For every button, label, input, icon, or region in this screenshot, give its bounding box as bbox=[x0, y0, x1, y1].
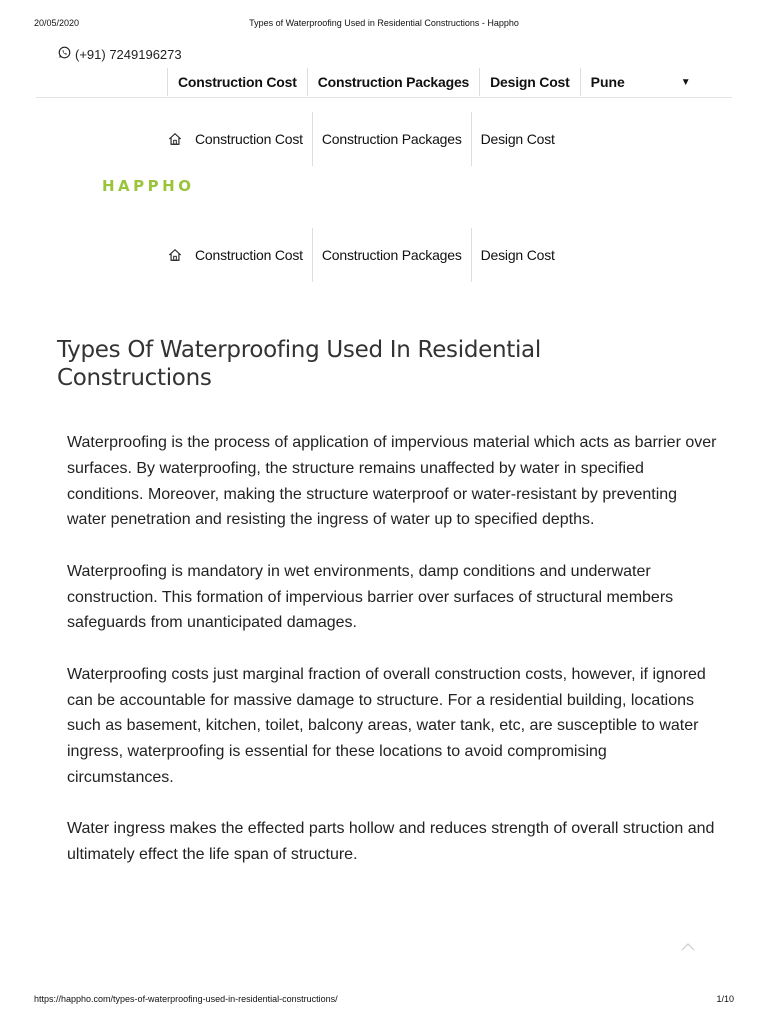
article-paragraph: Waterproofing is the process of application of impervious material which acts as barrier over surfaces. By waterproofing, the structure remains unaffected by water in specified conditions. Moreover, making the structure waterproof or water-resistant by preventing water penetration and resisting the ingress of water up to specified depths. bbox=[67, 434, 717, 529]
print-footer bbox=[34, 994, 734, 1006]
print-page-title: Types of Waterproofing Used in Residential Constructions - Happho bbox=[249, 18, 519, 28]
article-title: Types Of Waterproofing Used In Residential Constructions bbox=[57, 337, 541, 391]
city-select[interactable] bbox=[580, 68, 705, 96]
home-icon[interactable] bbox=[168, 112, 186, 166]
sticky-menu-construction-cost[interactable]: Construction Cost bbox=[195, 247, 303, 263]
phone-contact[interactable] bbox=[58, 46, 182, 62]
home-icon[interactable] bbox=[168, 228, 186, 282]
menu-construction-cost[interactable]: Construction Cost bbox=[195, 131, 303, 147]
chevron-up-icon[interactable] bbox=[680, 940, 696, 954]
menu-design-cost[interactable]: Design Cost bbox=[471, 112, 564, 166]
article-paragraph: Water ingress makes the effected parts hollow and reduces strength of overall struction and ultimately effect the life span of structure. bbox=[67, 820, 715, 864]
print-page-number: 1/10 bbox=[716, 994, 734, 1004]
sticky-menu-construction-packages[interactable]: Construction Packages bbox=[312, 228, 471, 282]
article-body bbox=[67, 430, 717, 894]
article-paragraph: Waterproofing costs just marginal fraction of overall construction costs, however, if ignored can be accountable for massive damage to structure. For a residential building, locations such as basement, kitchen, toilet, balcony areas, water tank, etc, are susceptible to water ingress, waterproofing is essential for these locations to avoid compromising circumstances. bbox=[67, 665, 706, 786]
article-paragraph: Waterproofing is mandatory in wet environments, damp conditions and underwater construction. This formation of impervious barrier over surfaces of structural members safeguards from unanticipated damages. bbox=[67, 562, 674, 632]
print-header bbox=[34, 18, 734, 30]
happho-logo[interactable]: HAPPHO bbox=[102, 177, 195, 195]
top-nav-construction-packages[interactable]: Construction Packages bbox=[307, 68, 479, 96]
sticky-menu bbox=[168, 228, 564, 282]
top-nav bbox=[167, 68, 705, 96]
sticky-menu-design-cost[interactable]: Design Cost bbox=[471, 228, 564, 282]
top-nav-construction-cost[interactable]: Construction Cost bbox=[167, 68, 307, 96]
header-divider bbox=[36, 97, 732, 98]
print-date: 20/05/2020 bbox=[34, 18, 80, 28]
menu-construction-packages[interactable]: Construction Packages bbox=[312, 112, 471, 166]
top-nav-design-cost[interactable]: Design Cost bbox=[479, 68, 579, 96]
city-select-value: Pune bbox=[590, 74, 625, 90]
whatsapp-icon bbox=[58, 46, 71, 62]
caret-down-icon: ▼ bbox=[680, 76, 691, 88]
main-menu bbox=[168, 112, 564, 166]
phone-number: (+91) 7249196273 bbox=[75, 46, 182, 62]
print-url: https://happho.com/types-of-waterproofing-used-in-residential-constructions/ bbox=[34, 994, 338, 1004]
